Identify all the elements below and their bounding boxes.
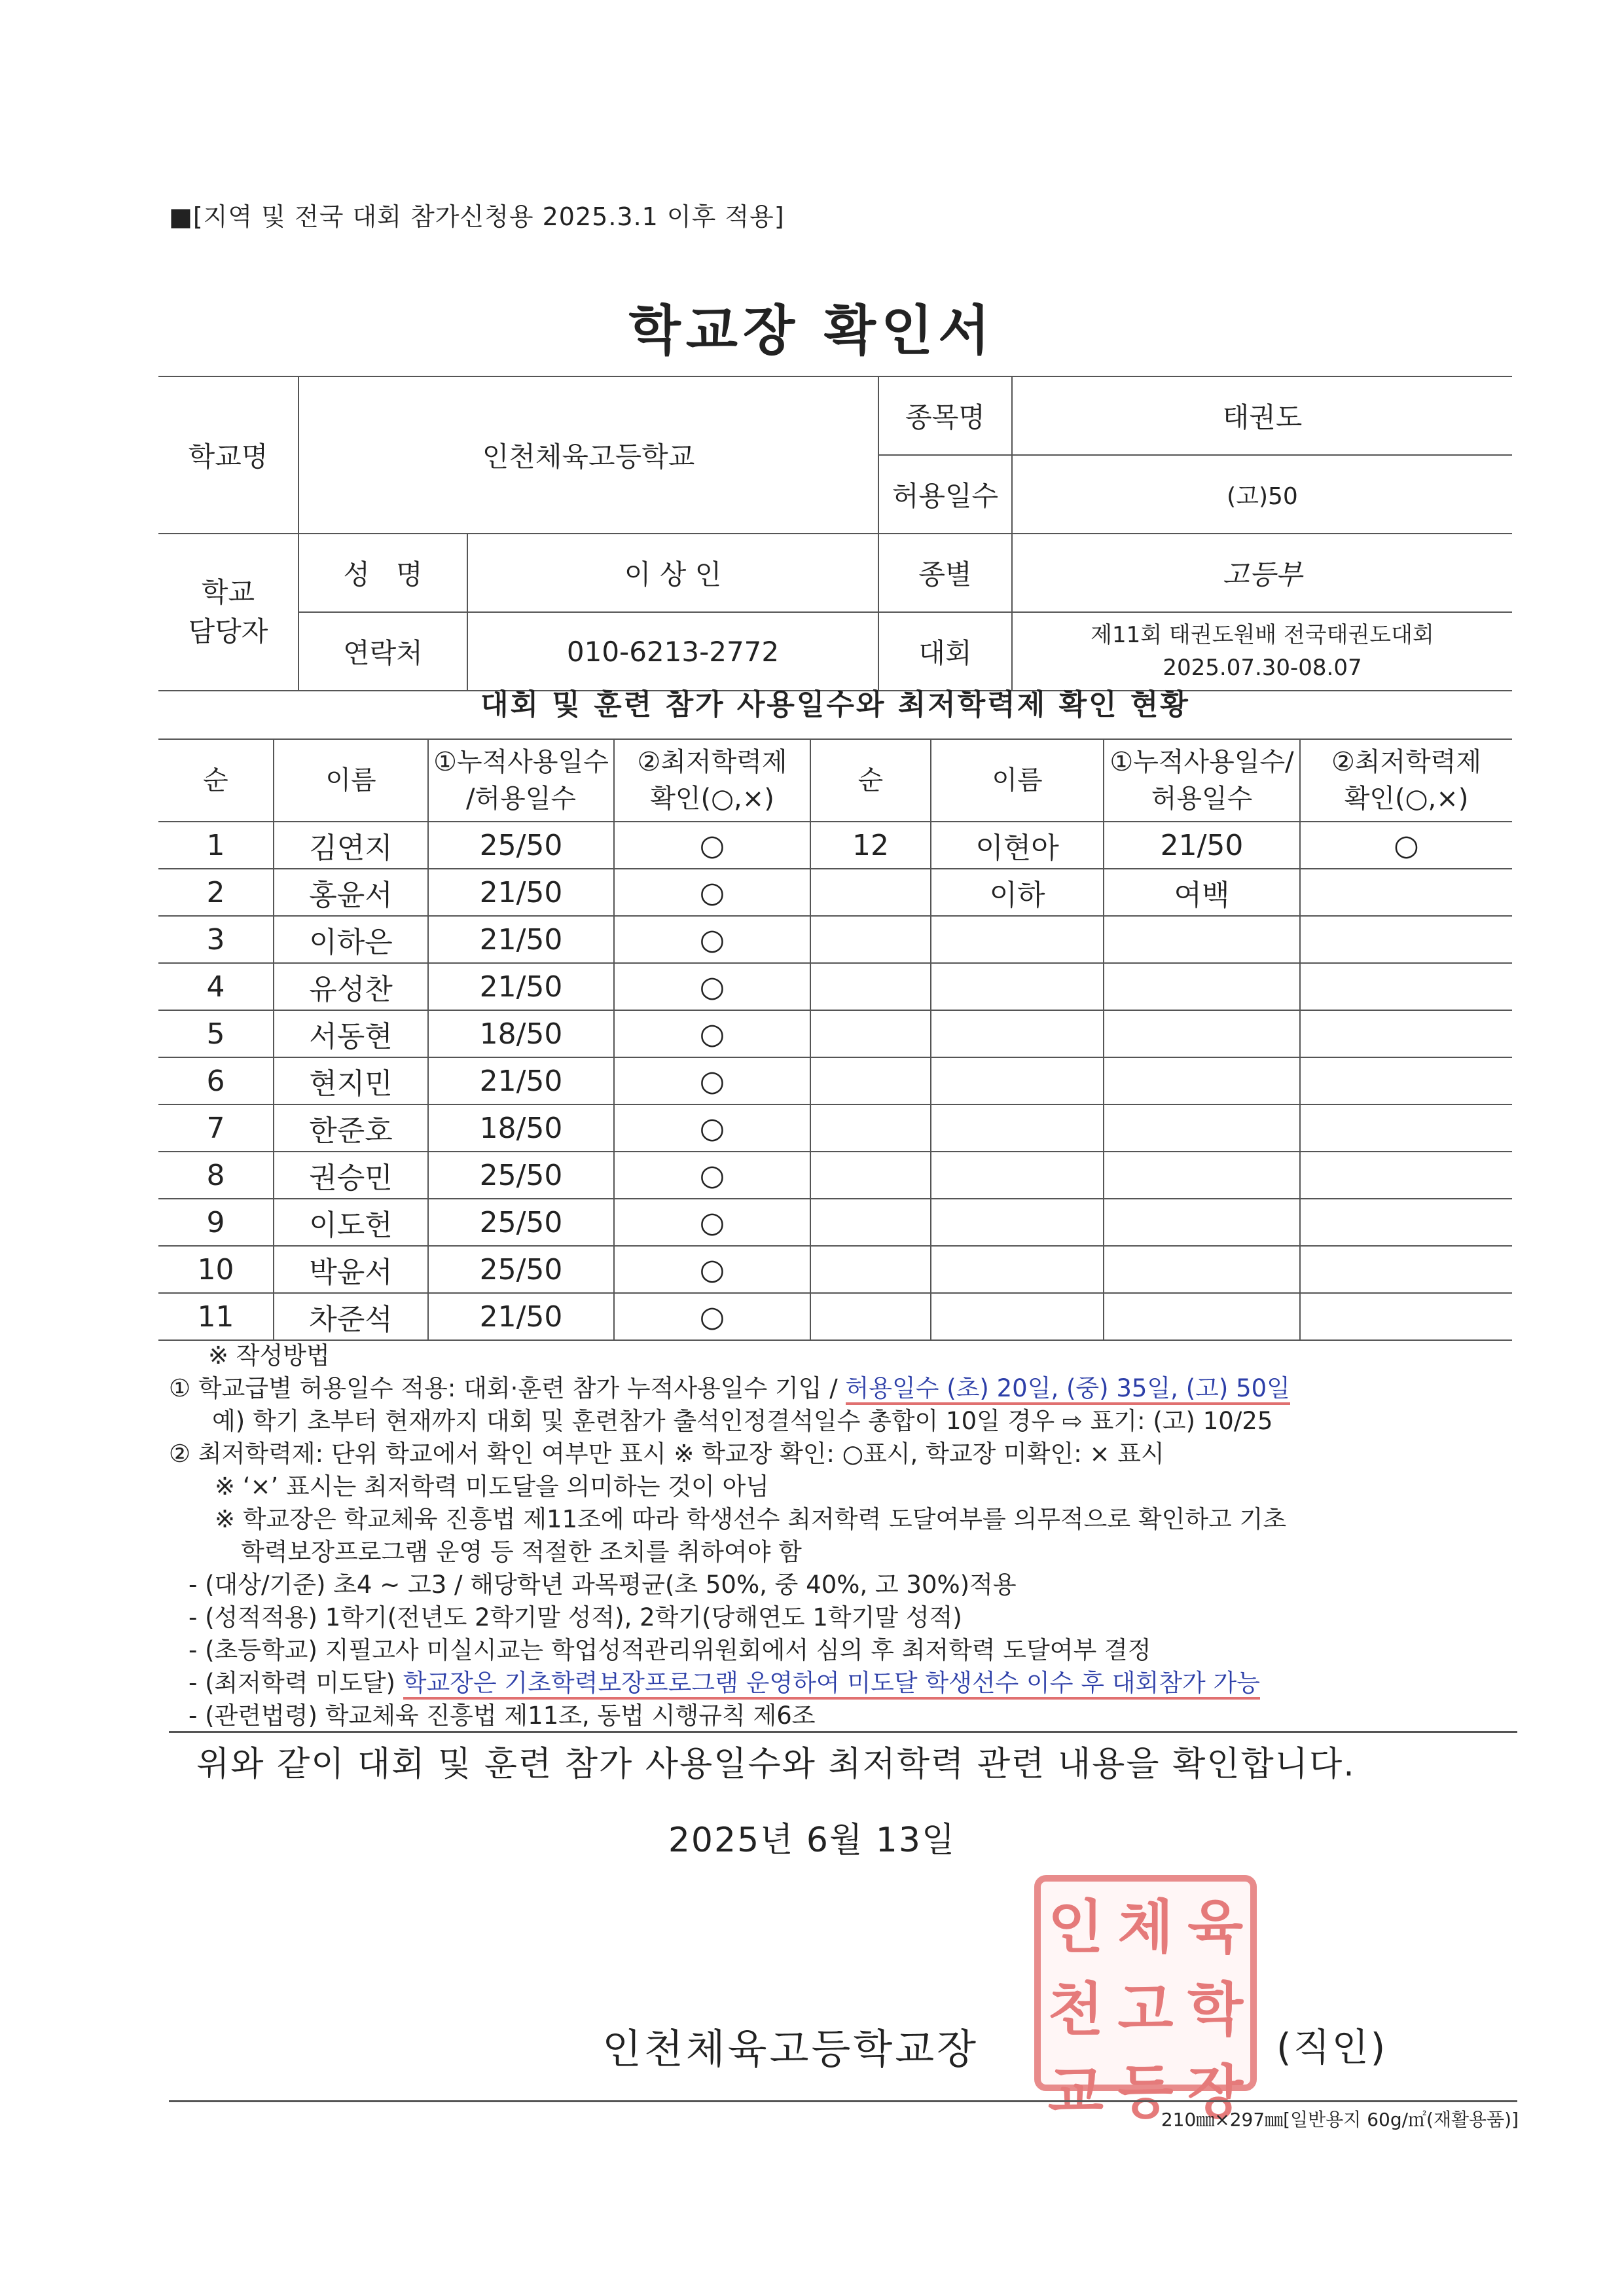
row-days-right — [1104, 963, 1300, 1010]
row-days: 25/50 — [428, 1199, 614, 1246]
row-name-right — [931, 963, 1104, 1010]
note-dash-1: - (대상/기준) 초4 ~ 고3 / 해당학년 과목평균(초 50%, 중 40%, 고 30%)적용 — [189, 1571, 1017, 1599]
row-name-right — [931, 1152, 1104, 1199]
table-row — [158, 1152, 1512, 1199]
category-value: 고등부 — [1012, 534, 1512, 612]
row-name: 이도헌 — [274, 1199, 428, 1246]
row-days-right — [1104, 916, 1300, 963]
row-name-right — [931, 1104, 1104, 1152]
row-check: ○ — [614, 822, 810, 869]
paper-spec-footer: 210㎜×297㎜[일반용지 60g/㎡(재활용품)] — [1161, 2109, 1519, 2130]
row-no-right — [810, 1152, 931, 1199]
row-no: 5 — [158, 1010, 274, 1057]
row-name: 박윤서 — [274, 1246, 428, 1293]
note-dash-5: - (관련법령) 학교체육 진흥법 제11조, 동법 시행규칙 제6조 — [189, 1702, 816, 1730]
row-no: 10 — [158, 1246, 274, 1293]
row-name-right: 이하 — [931, 869, 1104, 916]
footer-divider — [169, 2100, 1517, 2102]
row-name: 이하은 — [274, 916, 428, 963]
row-days: 21/50 — [428, 916, 614, 963]
row-no-right — [810, 869, 931, 916]
competition-name: 제11회 태권도원배 전국태권도대회 — [1091, 622, 1434, 648]
header-note: ■[지역 및 전국 대회 참가신청용 2025.3.1 이후 적용] — [169, 202, 785, 231]
row-check: ○ — [614, 963, 810, 1010]
row-days: 21/50 — [428, 1293, 614, 1340]
row-check-right — [1300, 1152, 1512, 1199]
school-name: 인천체육고등학교 — [298, 376, 878, 534]
row-name-right — [931, 1246, 1104, 1293]
row-days-right — [1104, 1010, 1300, 1057]
row-days: 21/50 — [428, 963, 614, 1010]
row-days: 18/50 — [428, 1010, 614, 1057]
allowed-days-label: 허용일수 — [878, 455, 1012, 534]
row-no: 7 — [158, 1104, 274, 1152]
notes-divider — [169, 1731, 1517, 1733]
row-name: 서동현 — [274, 1010, 428, 1057]
row-name-right — [931, 1057, 1104, 1104]
row-check-right — [1300, 1104, 1512, 1152]
row-no: 1 — [158, 822, 274, 869]
signer-name: 인천체육고등학교장 — [602, 2025, 979, 2073]
issue-date: 2025년 6월 13일 — [668, 1821, 956, 1860]
contact-label: 연락처 — [298, 612, 467, 691]
row-name: 권승민 — [274, 1152, 428, 1199]
row-days-right — [1104, 1057, 1300, 1104]
row-check-right: ○ — [1300, 822, 1512, 869]
note-dash-4-highlight: 학교장은 기초학력보장프로그램 운영하여 미도달 학생선수 이수 후 대회참가 가능 — [403, 1669, 1260, 1700]
writing-notes — [169, 1339, 1530, 1732]
row-name: 한준호 — [274, 1104, 428, 1152]
seal-glyph: 고 — [1117, 1976, 1174, 2043]
row-name-right: 이현아 — [931, 822, 1104, 869]
seal-glyph: 교 — [1047, 2058, 1104, 2126]
table-row — [158, 822, 1512, 869]
row-check: ○ — [614, 1104, 810, 1152]
row-name: 현지민 — [274, 1057, 428, 1104]
row-check-right — [1300, 869, 1512, 916]
row-days: 25/50 — [428, 1152, 614, 1199]
note-2-b: ※ 학교장은 학교체육 진흥법 제11조에 따라 학생선수 최저학력 도달여부를 의무적으로 확인하고 기초 — [215, 1505, 1287, 1533]
note-dash-3: - (초등학교) 지필고사 미실시교는 학업성적관리위원회에서 심의 후 최저학력 도달여부 결정 — [189, 1636, 1151, 1664]
row-no: 4 — [158, 963, 274, 1010]
col-header-days-right: ①누적사용일수/ 허용일수 — [1104, 739, 1300, 822]
row-no: 6 — [158, 1057, 274, 1104]
table-row — [158, 1293, 1512, 1340]
row-check: ○ — [614, 916, 810, 963]
row-name: 김연지 — [274, 822, 428, 869]
col-header-no-right: 순 — [810, 739, 931, 822]
row-days-right — [1104, 1246, 1300, 1293]
table-row — [158, 869, 1512, 916]
note-2: ② 최저학력제: 단위 학교에서 확인 여부만 표시 ※ 학교장 확인: ○표시, 학교장 미확인: × 표시 — [169, 1440, 1164, 1468]
row-check-right — [1300, 916, 1512, 963]
row-no-right: 12 — [810, 822, 931, 869]
col-header-name: 이름 — [274, 739, 428, 822]
roster-table — [158, 738, 1512, 1341]
row-check-right — [1300, 1293, 1512, 1340]
col-header-name-right: 이름 — [931, 739, 1104, 822]
manager-label-text: 학교 담당자 — [188, 576, 268, 647]
row-check: ○ — [614, 1152, 810, 1199]
row-check: ○ — [614, 869, 810, 916]
table-row — [158, 1246, 1512, 1293]
note-dash-4-text: - (최저학력 미도달) — [189, 1669, 403, 1697]
row-no: 9 — [158, 1199, 274, 1246]
contact-value: 010-6213-2772 — [467, 612, 878, 691]
section-title: 대회 및 훈련 참가 사용일수와 최저학력제 확인 현황 — [480, 688, 1190, 721]
confirm-statement: 위와 같이 대회 및 훈련 참가 사용일수와 최저학력 관련 내용을 확인합니다. — [196, 1745, 1356, 1784]
row-check: ○ — [614, 1246, 810, 1293]
event-label: 종목명 — [878, 376, 1012, 455]
seal-glyph: 인 — [1047, 1893, 1104, 1961]
row-days-right: 21/50 — [1104, 822, 1300, 869]
table-row — [158, 1104, 1512, 1152]
table-row — [158, 1057, 1512, 1104]
event-value: 태권도 — [1012, 376, 1512, 455]
seal-glyph: 학 — [1187, 1976, 1244, 2043]
row-days-right — [1104, 1293, 1300, 1340]
row-no-right — [810, 1246, 931, 1293]
info-table — [158, 376, 1512, 691]
row-check: ○ — [614, 1057, 810, 1104]
seal-glyph: 육 — [1187, 1893, 1244, 1961]
seal-glyph: 장 — [1187, 2058, 1244, 2126]
row-no-right — [810, 1199, 931, 1246]
row-check-right — [1300, 1010, 1512, 1057]
row-no: 11 — [158, 1293, 274, 1340]
row-days: 21/50 — [428, 869, 614, 916]
table-row — [158, 1199, 1512, 1246]
row-check: ○ — [614, 1010, 810, 1057]
competition-cell — [1012, 612, 1512, 691]
col-header-no: 순 — [158, 739, 274, 822]
category-label: 종별 — [878, 534, 1012, 612]
col-header-check: ②최저학력제 확인(○,×) — [614, 739, 810, 822]
row-days: 21/50 — [428, 1057, 614, 1104]
competition-date: 2025.07.30-08.07 — [1163, 655, 1362, 681]
notes-heading: ※ 작성방법 — [208, 1341, 330, 1370]
row-days: 25/50 — [428, 822, 614, 869]
row-no-right — [810, 916, 931, 963]
row-name: 차준석 — [274, 1293, 428, 1340]
row-days: 25/50 — [428, 1246, 614, 1293]
row-no-right — [810, 1010, 931, 1057]
school-label: 학교명 — [158, 376, 298, 534]
row-days-right: 여백 — [1104, 869, 1300, 916]
row-no: 3 — [158, 916, 274, 963]
row-check-right — [1300, 1246, 1512, 1293]
row-no-right — [810, 1057, 931, 1104]
row-name-right — [931, 1010, 1104, 1057]
col-header-days: ①누적사용일수 /허용일수 — [428, 739, 614, 822]
table-row — [158, 1010, 1512, 1057]
note-1 — [169, 1372, 1530, 1405]
manager-label — [158, 534, 298, 691]
row-name: 유성찬 — [274, 963, 428, 1010]
row-check: ○ — [614, 1199, 810, 1246]
note-1-text: ① 학교급별 허용일수 적용: 대회·훈련 참가 누적사용일수 기입 / — [169, 1374, 846, 1402]
row-no-right — [810, 963, 931, 1010]
seal-glyph: 천 — [1047, 1976, 1104, 2043]
row-days-right — [1104, 1152, 1300, 1199]
row-check-right — [1300, 963, 1512, 1010]
name-value: 이 상 인 — [467, 534, 878, 612]
note-1-highlight: 허용일수 (초) 20일, (중) 35일, (고) 50일 — [846, 1374, 1290, 1405]
row-name-right — [931, 916, 1104, 963]
row-name-right — [931, 1199, 1104, 1246]
row-no-right — [810, 1293, 931, 1340]
row-check-right — [1300, 1199, 1512, 1246]
official-seal — [1034, 1875, 1257, 2126]
allowed-days-value: (고)50 — [1012, 455, 1512, 534]
row-check: ○ — [614, 1293, 810, 1340]
note-dash-4 — [169, 1667, 1530, 1700]
roster-header-row — [158, 739, 1512, 822]
col-header-check-right: ②최저학력제 확인(○,×) — [1300, 739, 1512, 822]
row-days: 18/50 — [428, 1104, 614, 1152]
row-check-right — [1300, 1057, 1512, 1104]
table-row — [158, 963, 1512, 1010]
competition-label: 대회 — [878, 612, 1012, 691]
stamp-label: (직인) — [1276, 2025, 1388, 2069]
row-name-right — [931, 1293, 1104, 1340]
row-days-right — [1104, 1199, 1300, 1246]
note-dash-2: - (성적적용) 1학기(전년도 2학기말 성적), 2학기(당해연도 1학기말 성적) — [189, 1603, 962, 1631]
row-no-right — [810, 1104, 931, 1152]
page-title: 학교장 확인서 — [628, 300, 996, 362]
table-row — [158, 916, 1512, 963]
row-no: 2 — [158, 869, 274, 916]
note-1-example: 예) 학기 초부터 현재까지 대회 및 훈련참가 출석인정결석일수 총합이 10일 경우 ⇨ 표기: (고) 10/25 — [212, 1407, 1273, 1435]
seal-glyph: 등 — [1117, 2058, 1174, 2126]
row-days-right — [1104, 1104, 1300, 1152]
name-label: 성 명 — [298, 534, 467, 612]
row-no: 8 — [158, 1152, 274, 1199]
note-2-a: ※ ‘×’ 표시는 최저학력 미도달을 의미하는 것이 아님 — [215, 1472, 769, 1501]
row-name: 홍윤서 — [274, 869, 428, 916]
seal-glyph: 체 — [1117, 1893, 1174, 1961]
note-2-b-cont: 학력보장프로그램 운영 등 적절한 조치를 취하여야 함 — [241, 1538, 802, 1566]
